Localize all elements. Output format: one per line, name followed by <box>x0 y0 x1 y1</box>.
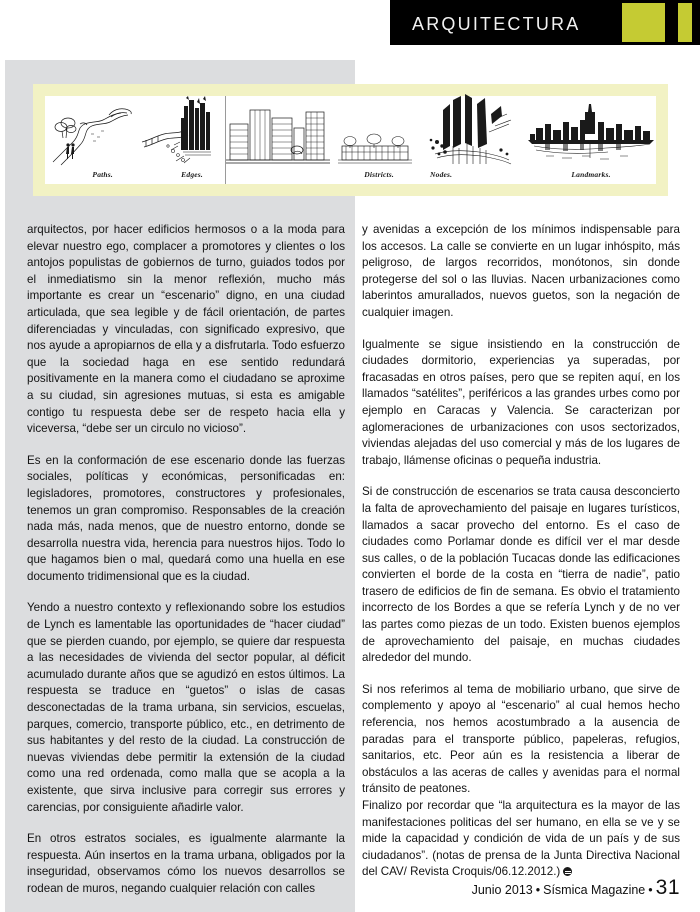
edges-sketch-icon <box>135 92 225 170</box>
footer-separator: • <box>535 883 541 897</box>
figure-label: Edges. <box>181 170 203 179</box>
paragraph: arquitectos, por hacer edificios hermosos o a la moda para elevar nuestro ego, complacer a promotores y clientes o los antojos populistas de gobiernos de turno, guiados todos por el inmediatismo sin la menor reflexión, mucho más importante es crear un “escenario” digno, en una ciudad articulada, que sea legible y de fácil orientación, de partes diferenciadas y vinculadas, con significado expresivo, que nos ayude a apropiarnos de ella y a disfrutarla. Todo esfuerzo que la sociedad haga en ese sentido redundará positivamente en la manera como el ciudadano se aproxime a su ciudad, sin agresiones mutuas, si esta es amigable contigo tu respuesta debe ser de respeto hacia ella y viceversa, “debe ser un circulo no vicioso”. <box>27 223 345 436</box>
paragraph: Si nos referimos al tema de mobiliario urbano, que sirve de complemento y apoyo al “escenario” al cual hemos hecho referencia, nos hemos acostumbrado a la ausencia de paradas para el transporte público, papeleras, refugios, sanitarios, etc. Peor aún es la resistencia a liberar de obstáculos a las aceras de calles y avenidas para el normal tránsito de peatones. <box>362 682 680 796</box>
landmarks-sketch-icon <box>526 96 656 170</box>
figure-label: Landmarks. <box>571 170 611 179</box>
page-title: arquitectura <box>412 8 581 36</box>
paragraph: Yendo a nuestro contexto y reflexionando sobre los estudios de Lynch es lamentable las oportunidades de “hacer ciudad” que se pierden cuando, por ejemplo, se quiere dar respuesta a las necesidades de vivienda del sector popular, al déficit acumulado durante años que se agudizó en estos últimos. La respuesta se traduce en “guetos” o islas de casas desconectadas de la trama urbana, sin servicios, escuelas, parques, comercio, transporte público, etc., en detrimento de sus habitantes y del resto de la ciudad. La construcción de nuevas viviendas debe permitir la extensión de la ciudad como una red ordenada, como malla que se acopla a la existente, que sirva inclusive para corregir sus errores y carencias, por consiguiente añadirle valor. <box>27 601 345 814</box>
paragraph: Igualmente se sigue insistiendo en la construcción de ciudades dormitorio, experiencias ya superadas, por fracasadas en otros países, pero que se repiten aquí, en los llamados “satélites”, periféricos a las grandes urbes como por ejemplo en Caracas y Valencia. Se caracterizan por aglomeraciones de urbanizaciones con usos sectorizados, viviendas alejadas del uso comercial y más de los lugares de trabajo, llámense oficinas o pequeña industria. <box>362 337 680 467</box>
page-header-bar <box>390 0 700 45</box>
figure-cell-edges <box>135 96 225 184</box>
figure-label: Nodes. <box>430 170 453 179</box>
header-accent-bar <box>678 3 692 42</box>
paragraph: Si de construcción de escenarios se trata causa desconcierto la falta de aprovechamiento del paisaje en lugares turísticos, llamados a sacar provecho del entorno. Es el caso de ciudades como Porlamar donde es difícil ver el mar desde sus calles, o de la población Tucacas donde las edificaciones convierten el borde de la costa en “tierra de nadie”, patio trasero de edificios de fin de semana. Es obvio el tratamiento incorrecto de los Bordes a que se refería Lynch y de no ver las partes como piezas de un todo. Existen buenos ejemplos de aprovechamiento del paisaje, en muchas ciudades alrededor del mundo. <box>362 485 680 665</box>
figure-group-right <box>226 96 656 184</box>
article-right-column <box>362 222 680 881</box>
figure-label: Districts. <box>364 170 394 179</box>
header-accent-square <box>622 3 665 42</box>
figure-label: Paths. <box>92 170 113 179</box>
figure-group-left <box>45 96 225 184</box>
paragraph: y avenidas a excepción de los mínimos indispensable para los accesos. La calle se convierte en un lugar inhóspito, más peligroso, de largos recorridos, monótonos, sin donde protegerse del sol o las lluvias. Nacen urbanizaciones como laberintos amurallados, nuevos guetos, son la negación de cualquier imagen. <box>362 223 680 319</box>
paragraph: Es en la conformación de ese escenario donde las fuerzas sociales, políticas y económicas, personificadas en: legisladores, promotores, constructores y profesionales, tenemos un gran compromiso. Responsables de la creación nada más, nada menos, que de nuestro entorno, donde se desarrolla nuestra vida, herencia para nuestros hijos. Todo lo que hagamos bien o mal, quedará como una huella en ese documento tridimensional que es la ciudad. <box>27 453 345 583</box>
paragraph-closing <box>362 798 680 881</box>
path-sketch-icon <box>45 96 135 170</box>
footer-issue: Junio 2013 <box>471 883 533 897</box>
article-left-column <box>27 222 345 898</box>
figure-cell-nodes <box>416 96 526 184</box>
figure-cell-districts <box>226 96 416 184</box>
paragraph: En otros estratos sociales, es igualmente alarmante la respuesta. Aún insertos en la trama urbana, obligados por la inseguridad, observamos cómo los nuevos desarrollos se rodean de muros, negando cualquier relación con calles <box>27 832 345 895</box>
paragraph-text: Finalizo por recordar que “la arquitectura es la mayor de las manifestaciones politicas del ser humano, en ella se ve y se mide la capacidad y condición de vida de un país y de sus ciudadanos”. (notas de prensa de la Junta Directiva Nacional del CAV/ Revista Croquis/06.12.2012.) <box>362 799 680 879</box>
footer-publication: Sísmica Magazine <box>543 883 646 897</box>
footer-separator: • <box>648 883 653 897</box>
figure-band <box>33 84 668 196</box>
page-footer <box>362 876 680 900</box>
figure-cell-landmarks <box>526 96 656 184</box>
districts-sketch-icon <box>226 96 416 170</box>
page-number: 31 <box>655 876 680 899</box>
figure-cell-paths <box>45 96 135 184</box>
nodes-sketch-icon <box>416 90 526 170</box>
figure-inner-frame <box>45 96 656 184</box>
